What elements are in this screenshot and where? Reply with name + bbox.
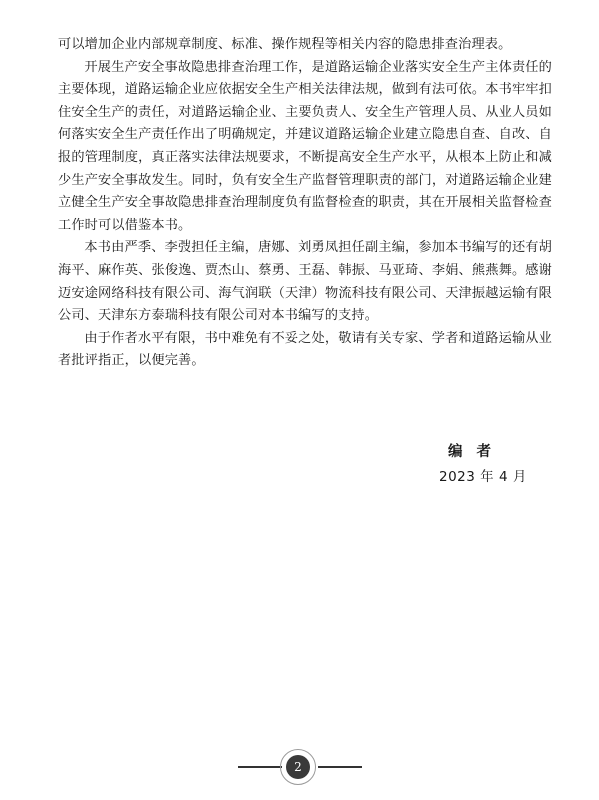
page-footer xyxy=(0,752,599,782)
paragraph-2: 开展生产安全事故隐患排查治理工作，是道路运输企业落实安全生产主体责任的主要体现，道路运输企业应依据安全生产相关法律法规，做到有法可依。本书牢牢扣住安全生产的责任，对道路运输企业、主要负责人、安全生产管理人员、从业人员如何落实安全生产责任作出了明确规定，并建议道路运输企业建立隐患自查、自改、自报的管理制度，真正落实法律法规要求，不断提高安全生产水平，从根本上防止和减少生产安全事故发生。同时，负有安全生产监督管理职责的部门，对道路运输企业建立健全生产安全事故隐患排查治理制度负有监督检查的职责，其在开展相关监督检查工作时可以借鉴本书。 xyxy=(58,59,552,233)
paragraph-3: 本书由严季、李弢担任主编，唐娜、刘勇凤担任副主编，参加本书编写的还有胡海平、麻作英、张俊逸、贾杰山、蔡勇、王磊、韩振、马亚琦、李娟、熊燕舞。感谢迈安途网络科技有限公司、海气润联（天津）物流科技有限公司、天津振越运输有限公司、天津东方泰瑞科技有限公司对本书编写的支持。 xyxy=(58,240,552,324)
paragraph-4: 由于作者水平有限，书中难免有不妥之处，敬请有关专家、学者和道路运输从业者批评指正，以便完善。 xyxy=(58,330,552,369)
page-number-badge: 2 xyxy=(286,755,310,779)
footer-rule-left xyxy=(238,766,282,768)
footer-rule-right xyxy=(318,766,362,768)
signature-title: 编者 xyxy=(448,444,505,460)
paragraph-1: 可以增加企业内部规章制度、标准、操作规程等相关内容的隐患排查治理表。 xyxy=(58,37,512,52)
preface-body xyxy=(58,34,552,373)
signature-date: 2023 年 4 月 xyxy=(439,469,527,485)
